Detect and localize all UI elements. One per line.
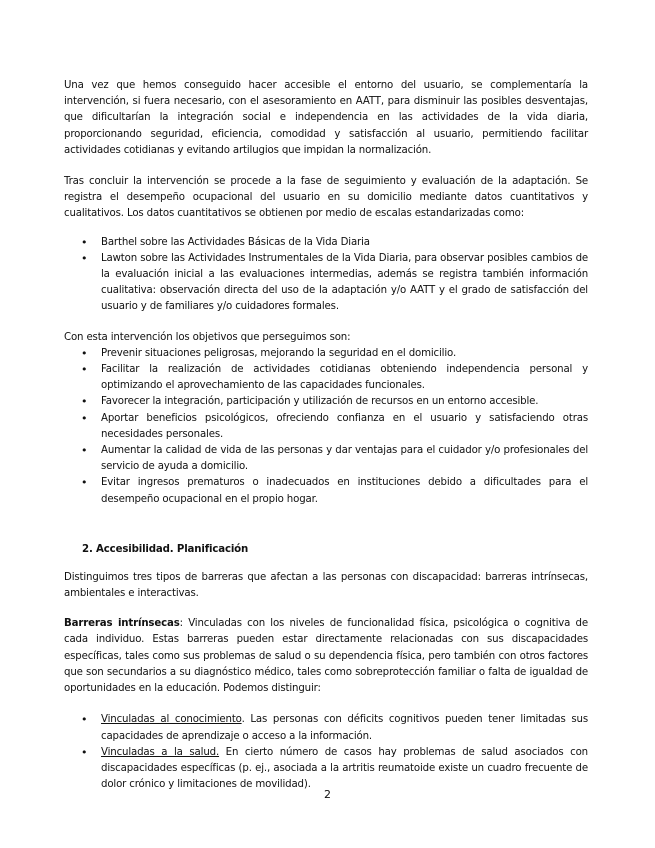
- bullet-icon: •: [81, 713, 88, 727]
- list-item: • Vinculadas al conocimiento. Las personas con déficits cognitivos pueden tener limitadas sus capacidades de aprendizaje o acceso a la información.: [81, 713, 589, 742]
- bullet-icon: •: [81, 346, 88, 360]
- list-item: • Vinculadas a la salud. En cierto número de casos hay problemas de salud asociados con discapacidades específicas (p. ej., asociada a la artritis reumatoide existe un cuadro frecuente de dolor crónico y limitaciones de movilidad).: [81, 745, 588, 791]
- objectives-list: [64, 346, 588, 508]
- barrier-term: Vinculadas a la salud.: [101, 746, 220, 758]
- bullet-icon: •: [81, 363, 88, 377]
- objectives-intro: Con esta intervención los objetivos que perseguimos son:: [64, 331, 351, 343]
- paragraph-intrinsic-barriers: Barreras intrínsecas: Vinculadas con los niveles de funcionalidad física, psicológica o cognitiva de cada individuo. Estas barreras pueden estar directamente relacionadas con sus discapacidades específicas, tales como sus problemas de salud o su dependencia física, pero también con otros factores que son secundarios a su diagnóstico médico, tales como sobreprotección familiar o falta de igualdad de oportunidades en la educación. Podemos distinguir:: [64, 618, 588, 695]
- barrier-term: Vinculadas al conocimiento: [101, 714, 242, 726]
- bullet-icon: •: [81, 745, 88, 759]
- list-item: • Evitar ingresos prematuros o inadecuados en instituciones debido a dificultades para el desempeño ocupacional en el propio hogar.: [81, 476, 588, 505]
- bullet-icon: •: [81, 476, 88, 490]
- page-body: [64, 78, 588, 793]
- intrinsic-barriers-term: Barreras intrínsecas: [64, 618, 180, 630]
- bullet-icon: •: [81, 411, 88, 425]
- paragraph-intervention: Una vez que hemos conseguido hacer accesible el entorno del usuario, se complementaría la intervención, si fuera necesario, con el asesoramiento en AATT, para disminuir las posibles desventajas, que dificultarían la integración social e independencia en las actividades de la vida diaria, proporcionando seguridad, eficiencia, comodidad y satisfacción al usuario, permitiendo facilitar actividades cotidianas y evitando artilugios que impidan la normalización.: [64, 80, 588, 156]
- list-item: • Aumentar la calidad de vida de las personas y dar ventajas para el cuidador y/o profesionales del servicio de ayuda a domicilio.: [81, 444, 588, 473]
- list-item: • Facilitar la realización de actividades cotidianas obteniendo independencia personal y optimizando el aprovechamiento de las capacidades funcionales.: [81, 363, 588, 392]
- page-number: 2: [324, 788, 331, 801]
- bullet-icon: •: [81, 444, 88, 458]
- list-item: • Aportar beneficios psicológicos, ofreciendo confianza en el usuario y satisfaciendo otras necesidades personales.: [81, 411, 588, 440]
- section-heading: 2. Accesibilidad. Planificación: [82, 543, 249, 555]
- paragraph-barrier-types: Distinguimos tres tipos de barreras que afectan a las personas con discapacidad: barreras intrínsecas, ambientales e interactivas.: [64, 571, 588, 600]
- list-item: • Prevenir situaciones peligrosas, mejorando la seguridad en el domicilio.: [64, 346, 588, 362]
- barriers-list: [64, 712, 588, 793]
- list-item: • Barthel sobre las Actividades Básicas de la Vida Diaria: [64, 235, 588, 251]
- list-item: • Lawton sobre las Actividades Instrumentales de la Vida Diaria, para observar posibles cambios de la evaluación inicial a las evaluaciones intermedias, además se registra también información cualitativa: observación directa del uso de la adaptación y/o AATT y el grado de satisfacción del usuario y de familiares y/o cuidadores formales.: [81, 251, 588, 313]
- scales-list: [64, 235, 588, 316]
- list-item: • Favorecer la integración, participación y utilización de recursos en un entorno accesible.: [64, 394, 588, 410]
- paragraph-follow-up: Tras concluir la intervención se procede a la fase de seguimiento y evaluación de la adaptación. Se registra el desempeño ocupacional del usuario en su domicilio mediante datos cuantitativos y cualitativos. Los datos cuantitativos se obtienen por medio de escalas estandarizadas como:: [64, 176, 588, 220]
- bullet-icon: •: [81, 235, 88, 249]
- bullet-icon: •: [81, 251, 88, 265]
- bullet-icon: •: [81, 395, 88, 409]
